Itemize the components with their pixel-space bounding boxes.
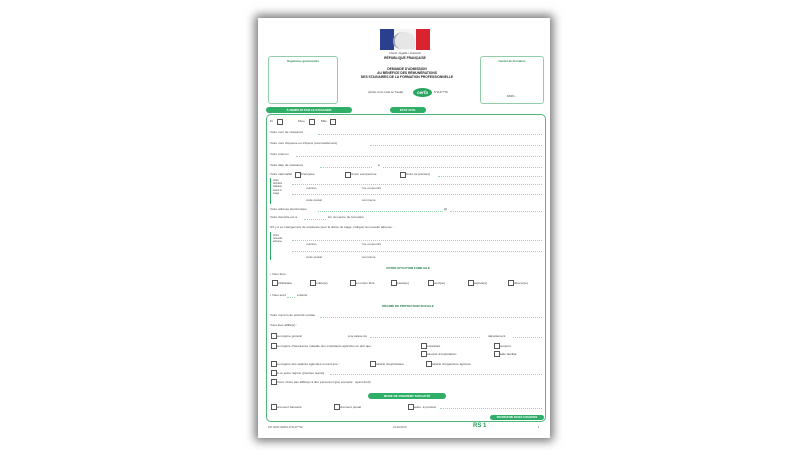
email-user-field[interactable]	[318, 211, 443, 212]
celibataire-label: célibataire	[278, 280, 293, 285]
affilie-label: Vous êtes affilié(e) :	[270, 323, 298, 327]
email-domain-field[interactable]	[450, 211, 542, 212]
aide-familial-label: aide familial	[500, 351, 517, 356]
autre-nat-field[interactable]	[438, 176, 542, 177]
article-ref: (Article L6 du Code du Travail)	[368, 91, 404, 94]
footer-middle: 01-09-08 W	[393, 426, 407, 429]
associe-label: associé d'exploitation	[427, 351, 457, 356]
new-address-line-1[interactable]	[292, 240, 542, 241]
commune-label: commune	[362, 198, 376, 202]
email-at: @	[444, 207, 448, 211]
logo-red-band	[416, 29, 430, 50]
salaries-agricoles-label: au régime des salariés agricoles en tant que :	[277, 361, 340, 366]
km-label: km du centre de formation	[328, 215, 364, 219]
exploitant-label: exploitant	[427, 343, 441, 348]
civ-mlle-label: Mlle	[321, 119, 327, 123]
title-line-2: AU BÉNÉFICE DES RÉMUNÉRATIONS	[377, 71, 437, 75]
new-numero-label: numéro	[306, 242, 317, 246]
address-line-2[interactable]	[292, 194, 542, 195]
marianne-logo	[380, 29, 430, 50]
lieu-naissance-field[interactable]	[383, 167, 542, 168]
cachet-label: Cachet de formation	[498, 59, 526, 63]
situation-familiale-title: VOTRE SITUATION FAMILIALE	[386, 266, 430, 270]
form-title	[332, 67, 482, 79]
union-libre-label: en union libre	[356, 280, 375, 285]
form-page	[258, 18, 550, 438]
caisse-field[interactable]	[370, 337, 480, 338]
virement-postal-label: virement postal	[340, 404, 361, 409]
paiement-autre-field[interactable]	[440, 408, 542, 409]
rue-label: rue ou lieu dit	[362, 186, 381, 190]
civ-m-checkbox[interactable]	[277, 119, 283, 125]
autre-regime-field[interactable]	[330, 374, 542, 375]
marie-label: marié(e)	[316, 280, 328, 285]
republique-francaise: RÉPUBLIQUE FRANÇAISE	[384, 56, 426, 60]
civ-mme-label: Mme	[298, 119, 305, 123]
nom-naissance-field[interactable]	[318, 134, 542, 135]
footer-left: FM 10/03 CERFA N°11477*02	[268, 426, 303, 429]
protection-sociale-title: RÉGIME DE PROTECTION SOCIALE	[382, 304, 434, 308]
departement-field[interactable]	[513, 337, 542, 338]
non-affilie-label: Vous n'êtes pas affilié(e) à titre personnel (par exemple : ayant droit)	[277, 379, 371, 384]
secu-field[interactable]	[320, 317, 542, 318]
organisme-label: Organisme gestionnaire	[286, 59, 320, 63]
civ-mme-checkbox[interactable]	[309, 119, 315, 125]
organisme-box	[268, 56, 338, 104]
new-cp-label: code postal	[306, 255, 322, 259]
nom-epoux-field[interactable]	[370, 145, 542, 146]
prenom-field[interactable]	[296, 156, 542, 157]
page-number: 1	[538, 426, 540, 429]
departement-label: département	[488, 333, 506, 338]
a-remplir-pill: À REMPLIR PAR LE STAGIAIRE	[266, 107, 352, 113]
new-address-note: Votre nouvelle adresse	[273, 234, 283, 244]
francaise-label: Française	[301, 172, 315, 176]
cp-label: code postal	[306, 198, 322, 202]
secu-label: Votre numéro de sécurité sociale	[270, 313, 316, 317]
cerfa-logo: cerfa	[413, 88, 432, 97]
date-naissance-label: Votre date de naissance	[270, 163, 304, 167]
km-field[interactable]	[304, 219, 326, 220]
paiement-autre-label: autre, à préciser	[414, 404, 437, 409]
logo-motto: Liberté • Égalité • Fraternité	[389, 52, 421, 55]
vous-avez-label: • Vous avez	[270, 293, 287, 297]
caisse-label: à la caisse de	[348, 333, 367, 338]
email-label: Votre adresse électronique	[270, 207, 307, 211]
etat-civil-pill: ÉTAT CIVIL	[390, 107, 426, 113]
msa-label: au régime d'assurance maladie des exploitants agricoles en tant que :	[277, 343, 373, 348]
changement-label: S'il y a eu changement de résidence pour la durée du stage, indiquer la nouvelle adresse :	[270, 225, 394, 229]
salarie-exploitation-label: salarié d'exploitation	[376, 361, 404, 366]
civ-mlle-checkbox[interactable]	[330, 119, 336, 125]
pacse-label: pacsé(e)	[397, 280, 410, 285]
conjoint-label: conjoint	[500, 343, 511, 348]
enfants-label: enfants	[297, 293, 308, 297]
autre-regime-label: à un autre régime (préciser lequel)	[277, 370, 325, 375]
numero-label: numéro	[306, 186, 317, 190]
vous-etes-label: • Vous êtes :	[270, 272, 288, 276]
title-line-1: DEMANDE D'ADMISSION	[387, 67, 427, 71]
enfants-count-field[interactable]	[287, 297, 295, 298]
marianne-profile-icon	[393, 32, 415, 49]
nationalite-label: Votre nationalité	[270, 172, 293, 176]
divorce-label: divorcé(e)	[514, 280, 528, 285]
logo-blue-band	[380, 29, 394, 50]
separe-label: séparé(e)	[474, 280, 488, 285]
ue-label: Union européenne	[351, 172, 377, 176]
form-id: RS 1	[473, 423, 487, 429]
new-rue-label: rue ou lieu dit	[362, 242, 381, 246]
new-address-bar	[270, 232, 271, 260]
veuf-label: veuf(ve)	[434, 280, 446, 285]
paiement-pill: MODE DE PAIEMENT SOUHAITÉ	[368, 393, 446, 399]
address-bar	[270, 178, 271, 204]
address-line-1[interactable]	[292, 184, 542, 185]
title-line-3: DES STAGIAIRES DE LA FORMATION PROFESSIONNELLE	[360, 75, 454, 79]
cachet-small: DANS / ...	[507, 95, 518, 98]
address-note: Votre domicile habituel avant le stage	[273, 179, 283, 195]
new-commune-label: commune	[362, 255, 376, 259]
cachet-box	[480, 56, 544, 104]
prenom-label: Votre prénom	[270, 152, 289, 156]
regime-general-label: au régime général	[277, 333, 302, 338]
cerfa-number: N°11477*02	[434, 91, 448, 94]
new-address-line-2[interactable]	[292, 251, 542, 252]
poursuivre-pill: POURSUIVRE PAGES SUIVANTES	[490, 415, 544, 420]
nom-epoux-label: Votre nom d'épouse ou d'époux (éventuellement)	[270, 141, 338, 145]
date-naissance-field[interactable]	[320, 167, 372, 168]
civ-m-label: M.	[270, 119, 274, 123]
salarie-organisme-label: salarié d'organisme agricole	[432, 361, 471, 366]
domicile-label: Votre domicile est à	[270, 215, 297, 219]
autre-nat-label: Autre (à préciser)	[406, 172, 430, 176]
date-a-label: à	[378, 163, 380, 167]
nom-naissance-label: Votre nom de naissance	[270, 130, 304, 134]
virement-bancaire-label: virement bancaire	[277, 404, 302, 409]
